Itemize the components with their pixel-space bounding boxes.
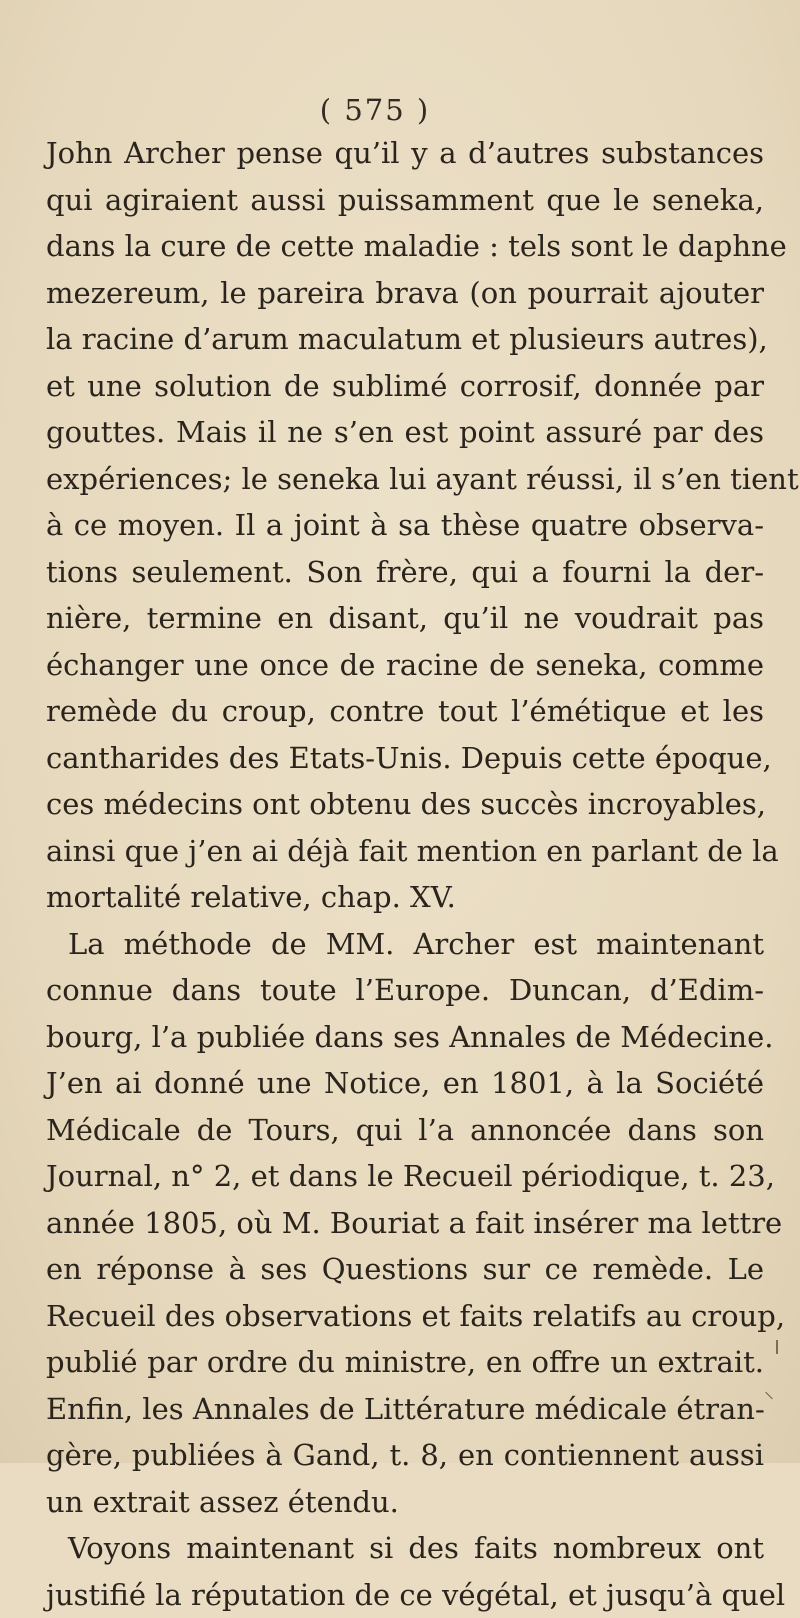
text-line: un extrait assez étendu.: [46, 1479, 764, 1526]
text-line: échanger une once de racine de seneka, comme: [46, 642, 764, 689]
text-line: expériences; le seneka lui ayant réussi, il s’en tient: [46, 456, 764, 503]
text-line: la racine d’arum maculatum et plusieurs autres),: [46, 316, 764, 363]
text-line: ces médecins ont obtenu des succès incroyables,: [46, 781, 764, 828]
text-line: cantharides des Etats-Unis. Depuis cette époque,: [46, 735, 764, 782]
body-text: [46, 130, 764, 1618]
ink-smudge-icon: ⸌: [764, 1385, 774, 1412]
text-line: connue dans toute l’Europe. Duncan, d’Edim-: [46, 967, 764, 1014]
text-line: La méthode de MM. Archer est maintenant: [46, 921, 764, 968]
text-line: Voyons maintenant si des faits nombreux ont: [46, 1525, 764, 1572]
text-line: gère, publiées à Gand, t. 8, en contiennent aussi: [46, 1432, 764, 1479]
text-line: tions seulement. Son frère, qui a fourni la der-: [46, 549, 764, 596]
text-line: justifié la réputation de ce végétal, et jusqu’à quel: [46, 1572, 764, 1618]
text-line: gouttes. Mais il ne s’en est point assuré par des: [46, 409, 764, 456]
page-number: ( 575 ): [0, 93, 775, 127]
text-line: et une solution de sublimé corrosif, donnée par: [46, 363, 764, 410]
text-line: J’en ai donné une Notice, en 1801, à la Société: [46, 1060, 764, 1107]
text-line: mezereum, le pareira brava (on pourrait ajouter: [46, 270, 764, 317]
text-line: à ce moyen. Il a joint à sa thèse quatre observa-: [46, 502, 764, 549]
text-line: bourg, l’a publiée dans ses Annales de Médecine.: [46, 1014, 764, 1061]
text-line: publié par ordre du ministre, en offre un extrait.: [46, 1339, 764, 1386]
text-line: ainsi que j’en ai déjà fait mention en parlant de la: [46, 828, 764, 875]
text-line: Recueil des observations et faits relatifs au croup,: [46, 1293, 764, 1340]
text-line: en réponse à ses Questions sur ce remède. Le: [46, 1246, 764, 1293]
text-line: qui agiraient aussi puissamment que le seneka,: [46, 177, 764, 224]
text-line: Journal, n° 2, et dans le Recueil périodique, t. 23,: [46, 1153, 764, 1200]
text-line: Médicale de Tours, qui l’a annoncée dans son: [46, 1107, 764, 1154]
text-line: dans la cure de cette maladie : tels sont le daphne: [46, 223, 764, 270]
margin-mark: [776, 1340, 778, 1354]
text-line: Enfin, les Annales de Littérature médicale étran-: [46, 1386, 764, 1433]
text-line: nière, termine en disant, qu’il ne voudrait pas: [46, 595, 764, 642]
text-line: remède du croup, contre tout l’émétique et les: [46, 688, 764, 735]
text-line: mortalité relative, chap. XV.: [46, 874, 764, 921]
text-line: John Archer pense qu’il y a d’autres substances: [46, 130, 764, 177]
text-line: année 1805, où M. Bouriat a fait insérer ma lettre: [46, 1200, 764, 1247]
